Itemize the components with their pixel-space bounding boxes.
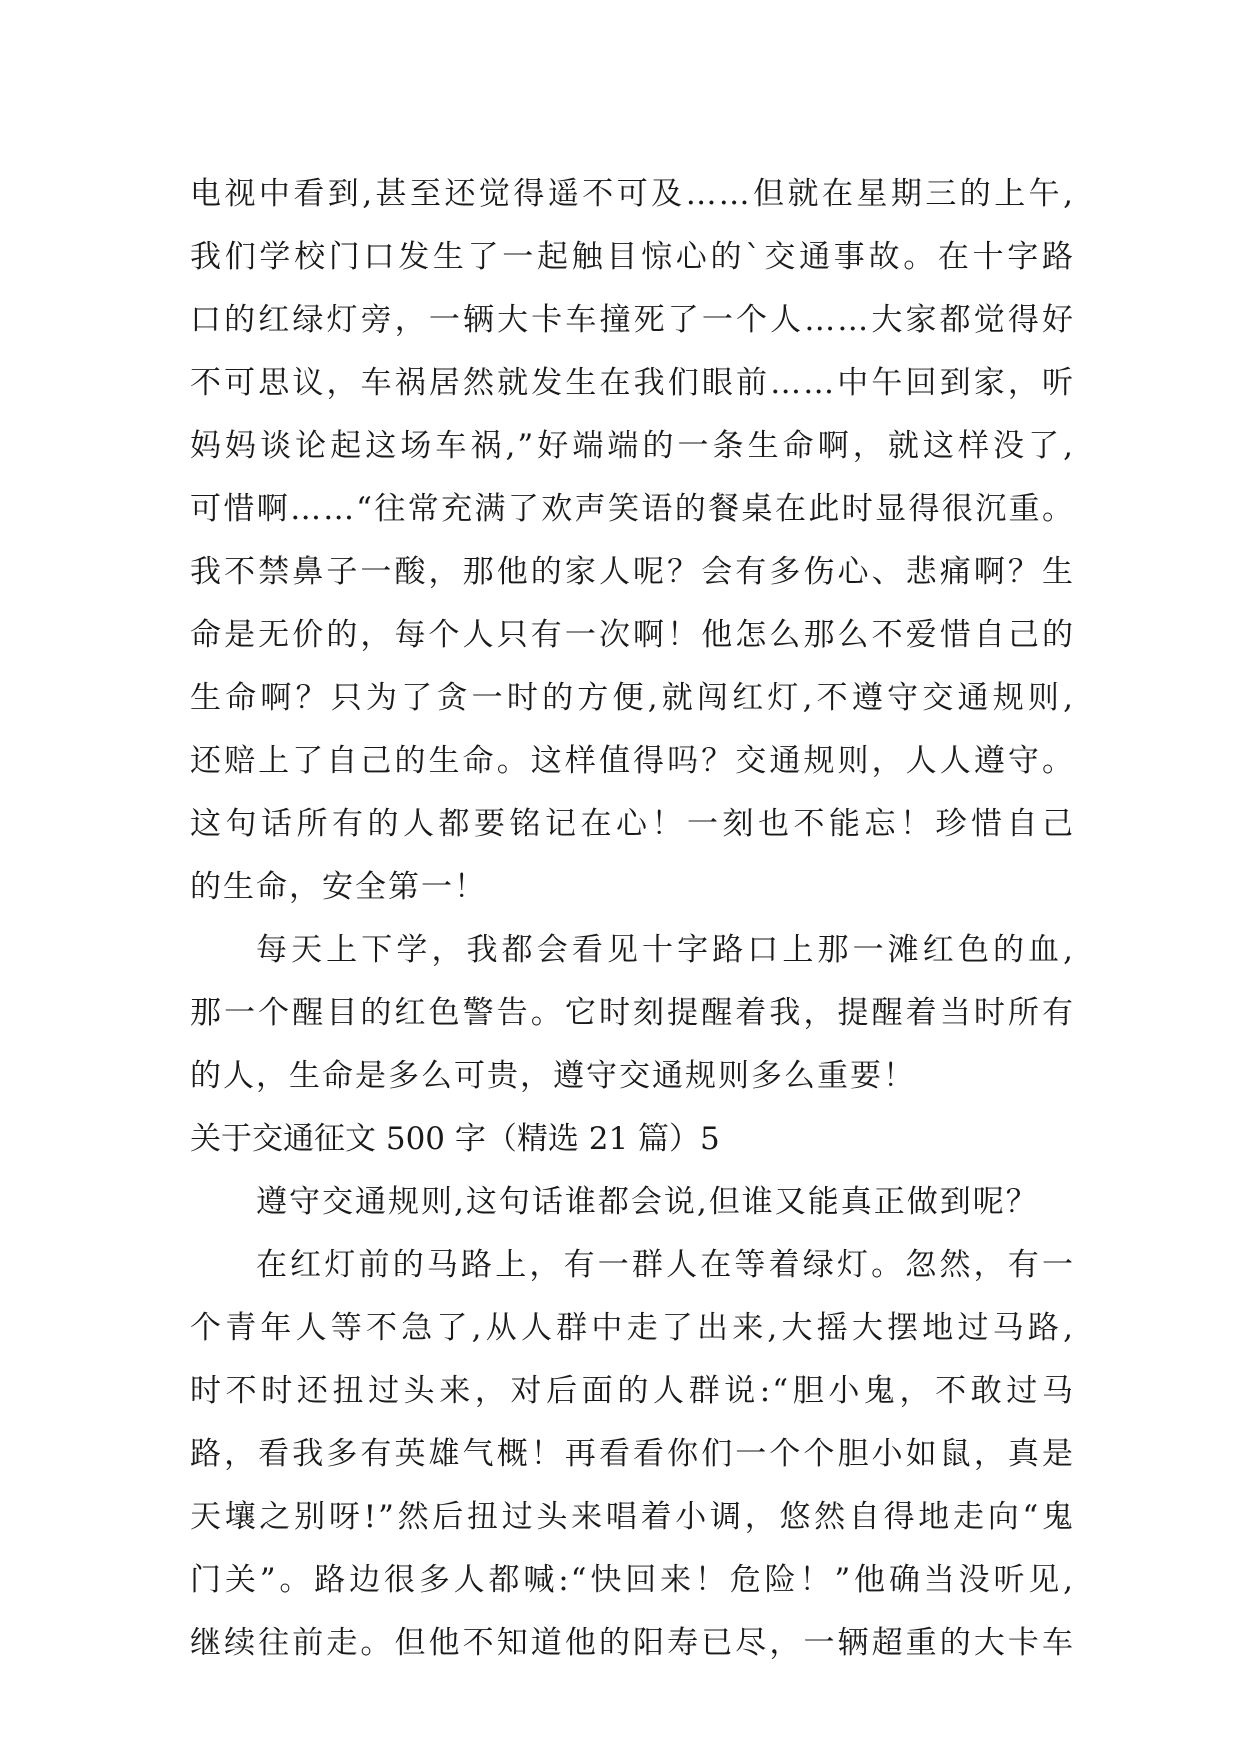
text-line: 遵守交通规则,这句话谁都会说,但谁又能真正做到呢？ xyxy=(256,1184,1039,1220)
text-line: 的生命，安全第一！ xyxy=(190,869,487,905)
text-line: 路，看我多有英雄气概！再看看你们一个个胆小如鼠，真是 xyxy=(190,1436,1075,1472)
text-line: 的人，生命是多么可贵，遵守交通规则多么重要！ xyxy=(190,1058,916,1094)
text-line: 不可思议，车祸居然就发生在我们眼前……中午回到家，听 xyxy=(190,365,1075,401)
text-line: 时不时还扭过头来，对后面的人群说:“胆小鬼，不敢过马 xyxy=(190,1373,1075,1409)
paragraph xyxy=(190,919,1075,1108)
document-body xyxy=(190,163,1075,1675)
text-line: 妈妈谈论起这场车祸,”好端端的一条生命啊，就这样没了, xyxy=(190,428,1075,464)
section-heading: 关于交通征文 500 字（精选 21 篇）5 xyxy=(190,1121,720,1157)
text-line: 天壤之别呀!”然后扭过头来唱着小调，悠然自得地走向“鬼 xyxy=(190,1499,1075,1535)
text-line: 门关”。路边很多人都喊:“快回来！危险！”他确当没听见, xyxy=(190,1562,1075,1598)
text-line: 我们学校门口发生了一起触目惊心的`交通事故。在十字路 xyxy=(190,239,1075,275)
text-line: 生命啊？只为了贪一时的方便,就闯红灯,不遵守交通规则, xyxy=(190,680,1075,716)
text-line: 那一个醒目的红色警告。它时刻提醒着我，提醒着当时所有 xyxy=(190,995,1075,1031)
paragraph xyxy=(190,1234,1075,1675)
text-line: 在红灯前的马路上，有一群人在等着绿灯。忽然，有一 xyxy=(256,1247,1075,1283)
text-line: 个青年人等不急了,从人群中走了出来,大摇大摆地过马路, xyxy=(190,1310,1075,1346)
text-line: 命是无价的，每个人只有一次啊！他怎么那么不爱惜自己的 xyxy=(190,617,1075,653)
text-line: 可惜啊……“往常充满了欢声笑语的餐桌在此时显得很沉重。 xyxy=(190,491,1075,527)
text-line: 还赔上了自己的生命。这样值得吗？交通规则，人人遵守。 xyxy=(190,743,1075,779)
paragraph xyxy=(190,1171,1075,1234)
text-line: 口的红绿灯旁，一辆大卡车撞死了一个人……大家都觉得好 xyxy=(190,302,1075,338)
text-line: 继续往前走。但他不知道他的阳寿已尽，一辆超重的大卡车 xyxy=(190,1625,1075,1661)
text-line: 每天上下学，我都会看见十字路口上那一滩红色的血, xyxy=(256,932,1075,968)
text-line: 电视中看到,甚至还觉得遥不可及……但就在星期三的上午, xyxy=(190,176,1075,212)
text-line: 这句话所有的人都要铭记在心！一刻也不能忘！珍惜自己 xyxy=(190,806,1075,842)
text-line: 我不禁鼻子一酸，那他的家人呢？会有多伤心、悲痛啊？生 xyxy=(190,554,1075,590)
paragraph xyxy=(190,163,1075,919)
